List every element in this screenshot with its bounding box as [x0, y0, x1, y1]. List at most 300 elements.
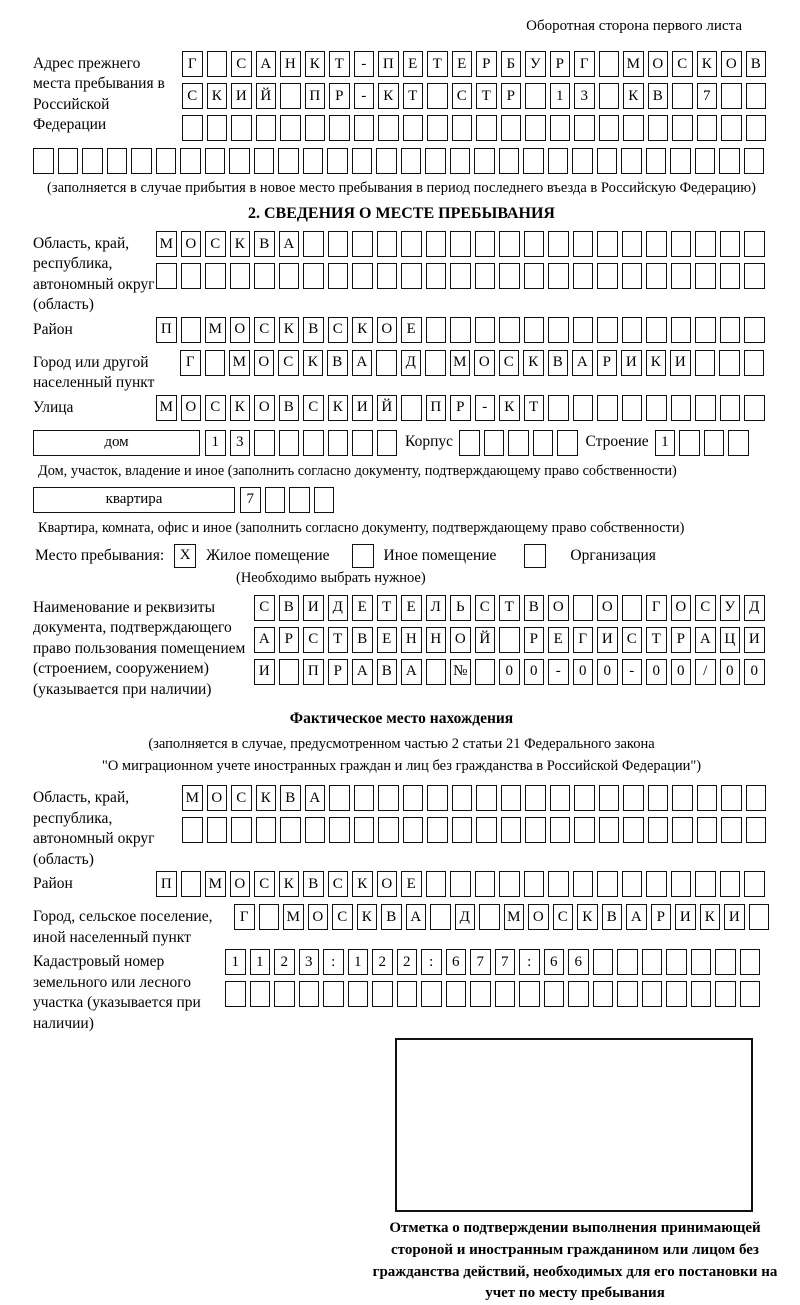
char-cell [279, 659, 300, 685]
char-cell [426, 231, 447, 257]
char-cell [501, 817, 522, 843]
char-cell: 6 [544, 949, 565, 975]
char-cell [648, 817, 669, 843]
prev-address-label: Адрес прежнего места пребывания в Российской Федерации [33, 55, 165, 134]
char-cell [352, 430, 373, 456]
char-cell [180, 148, 201, 174]
char-cell [720, 231, 741, 257]
char-cell: - [354, 51, 375, 77]
char-cell: К [230, 395, 251, 421]
char-cell [697, 115, 718, 141]
char-cell [744, 350, 765, 376]
char-cell [401, 263, 422, 289]
char-cell [303, 430, 324, 456]
char-cell: В [746, 51, 767, 77]
char-cell [617, 981, 638, 1007]
char-cell [427, 785, 448, 811]
char-cell [107, 148, 128, 174]
char-cell [254, 148, 275, 174]
char-cell [548, 231, 569, 257]
char-cell [421, 981, 442, 1007]
char-cell: М [504, 904, 525, 930]
char-cell: У [525, 51, 546, 77]
char-cell: О [648, 51, 669, 77]
char-cell [499, 263, 520, 289]
char-cell [403, 785, 424, 811]
char-cell [666, 949, 687, 975]
char-cell [328, 231, 349, 257]
district-label: Район [33, 320, 73, 338]
char-cell [450, 263, 471, 289]
char-cell [397, 981, 418, 1007]
char-cell: О [528, 904, 549, 930]
char-cell [574, 115, 595, 141]
char-cell [231, 817, 252, 843]
char-cell: Е [403, 51, 424, 77]
char-cell: 2 [397, 949, 418, 975]
char-cell [426, 263, 447, 289]
char-cell: Е [452, 51, 473, 77]
char-cell [593, 981, 614, 1007]
char-cell: 0 [524, 659, 545, 685]
char-cell: А [626, 904, 647, 930]
char-cell: Р [501, 83, 522, 109]
city-block [33, 350, 770, 394]
char-cell: В [648, 83, 669, 109]
char-cell [548, 871, 569, 897]
char-cell [450, 148, 471, 174]
char-row [459, 430, 578, 456]
char-cell [450, 317, 471, 343]
char-cell: Е [401, 871, 422, 897]
char-cell: Р [550, 51, 571, 77]
char-cell [557, 430, 578, 456]
char-cell: В [524, 595, 545, 621]
char-cell: П [378, 51, 399, 77]
char-cell [205, 148, 226, 174]
char-cell: К [256, 785, 277, 811]
char-cell [523, 148, 544, 174]
char-cell [58, 148, 79, 174]
char-cell [33, 148, 54, 174]
char-cell [671, 395, 692, 421]
char-cell: - [475, 395, 496, 421]
char-cell [749, 904, 770, 930]
char-cell: И [254, 659, 275, 685]
char-cell [427, 83, 448, 109]
prev-address-note: (заполняется в случае прибытия в новое место пребывания в период последнего въезда в Российскую Федерацию) [47, 180, 756, 196]
char-cell: Р [671, 627, 692, 653]
char-cell [597, 148, 618, 174]
char-cell [524, 871, 545, 897]
char-cell [303, 148, 324, 174]
char-cell: Т [646, 627, 667, 653]
char-cell: О [181, 395, 202, 421]
char-cell: Г [180, 350, 201, 376]
char-cell: И [744, 627, 765, 653]
char-cell [622, 317, 643, 343]
char-cell: И [724, 904, 745, 930]
char-cell [597, 871, 618, 897]
char-cell [622, 263, 643, 289]
char-cell: М [156, 231, 177, 257]
char-cell: А [279, 231, 300, 257]
char-cell: Е [548, 627, 569, 653]
char-cell: К [577, 904, 598, 930]
char-cell [378, 115, 399, 141]
char-cell [573, 395, 594, 421]
char-cell [303, 263, 324, 289]
char-row [156, 871, 765, 897]
checkbox-residential: X [174, 544, 196, 568]
char-cell [376, 350, 397, 376]
char-cell [695, 148, 716, 174]
char-cell: С [452, 83, 473, 109]
char-cell: В [279, 395, 300, 421]
char-cell: О [474, 350, 495, 376]
char-cell [470, 981, 491, 1007]
char-cell [573, 595, 594, 621]
char-cell [695, 317, 716, 343]
char-cell [666, 981, 687, 1007]
char-cell [329, 785, 350, 811]
char-cell: / [695, 659, 716, 685]
house-box-label: дом [33, 430, 200, 456]
char-cell: Р [476, 51, 497, 77]
char-cell [672, 817, 693, 843]
char-cell: М [283, 904, 304, 930]
char-cell: 0 [573, 659, 594, 685]
char-cell: 0 [499, 659, 520, 685]
char-cell [425, 350, 446, 376]
char-cell: О [308, 904, 329, 930]
char-cell: 6 [446, 949, 467, 975]
cadastre-block [33, 949, 770, 1034]
char-cell: 1 [225, 949, 246, 975]
char-cell: Ц [720, 627, 741, 653]
char-cell [548, 317, 569, 343]
char-cell: С [622, 627, 643, 653]
char-cell [254, 430, 275, 456]
char-cell [728, 430, 749, 456]
char-cell: А [256, 51, 277, 77]
actual-city-label: Город, сельское поселение, иной населенный пункт [33, 908, 213, 946]
char-cell: Д [401, 350, 422, 376]
char-cell: Г [234, 904, 255, 930]
char-cell: Е [352, 595, 373, 621]
char-cell [646, 395, 667, 421]
char-cell: Т [403, 83, 424, 109]
char-cell: С [553, 904, 574, 930]
actual-location-title: Фактическое место нахождения [289, 709, 514, 727]
char-cell [475, 231, 496, 257]
char-cell: П [305, 83, 326, 109]
char-cell [719, 350, 740, 376]
char-cell: Е [401, 317, 422, 343]
section2-title: 2. СВЕДЕНИЯ О МЕСТЕ ПРЕБЫВАНИЯ [248, 205, 555, 222]
house-row [33, 430, 770, 462]
char-cell [259, 904, 280, 930]
char-cell: Д [455, 904, 476, 930]
char-cell: О [377, 871, 398, 897]
char-cell [377, 231, 398, 257]
char-cell [450, 231, 471, 257]
char-cell [475, 871, 496, 897]
char-cell: 3 [299, 949, 320, 975]
prev-address-rows [182, 51, 766, 147]
option-organization-label: Организация [570, 546, 656, 564]
char-cell: Т [377, 595, 398, 621]
char-cell: П [156, 871, 177, 897]
char-cell [519, 981, 540, 1007]
char-cell: С [231, 51, 252, 77]
char-cell [642, 949, 663, 975]
char-cell: Д [328, 595, 349, 621]
char-cell [372, 981, 393, 1007]
char-cell [648, 785, 669, 811]
char-cell: К [499, 395, 520, 421]
street-label: Улица [33, 398, 74, 416]
char-cell [377, 430, 398, 456]
char-cell: № [450, 659, 471, 685]
char-cell [550, 115, 571, 141]
char-cell: Й [256, 83, 277, 109]
char-cell [499, 627, 520, 653]
char-cell [621, 148, 642, 174]
char-cell [207, 51, 228, 77]
actual-location-note-line2: "О миграционном учете иностранных граждан и лиц без гражданства в Российской Федерации") [101, 757, 702, 774]
stroenie-label: Строение [585, 432, 649, 450]
char-cell [314, 487, 335, 513]
char-cell [695, 871, 716, 897]
house-note: Дом, участок, владение и иное (заполнить согласно документу, подтверждающему право собственности) [38, 462, 677, 479]
char-cell [548, 395, 569, 421]
char-cell: 7 [470, 949, 491, 975]
apartment-box-label: квартира [33, 487, 235, 513]
char-cell: 0 [720, 659, 741, 685]
char-cell [476, 115, 497, 141]
char-cell: О [671, 595, 692, 621]
char-cell [403, 115, 424, 141]
char-cell: М [623, 51, 644, 77]
char-cell: Т [499, 595, 520, 621]
char-cell: 1 [250, 949, 271, 975]
char-cell [568, 981, 589, 1007]
char-cell [352, 148, 373, 174]
char-cell: О [230, 871, 251, 897]
char-cell [599, 83, 620, 109]
char-cell [646, 263, 667, 289]
char-cell: К [279, 317, 300, 343]
char-cell: : [519, 949, 540, 975]
checkbox-other-premises [352, 544, 374, 568]
char-cell: Р [597, 350, 618, 376]
char-cell [740, 981, 761, 1007]
char-cell: И [231, 83, 252, 109]
actual-district-block [33, 871, 770, 903]
char-row [180, 350, 764, 376]
char-cell [327, 148, 348, 174]
char-cell: О [207, 785, 228, 811]
char-cell [524, 263, 545, 289]
char-cell: П [156, 317, 177, 343]
actual-region-label: Область, край, республика, автономный округ (область) [33, 789, 155, 868]
char-cell [305, 115, 326, 141]
char-cell [225, 981, 246, 1007]
char-cell [256, 817, 277, 843]
char-cell [672, 785, 693, 811]
char-cell [499, 148, 520, 174]
char-cell: Й [475, 627, 496, 653]
char-cell [720, 317, 741, 343]
char-cell [82, 148, 103, 174]
char-cell [646, 148, 667, 174]
option-residential-label: Жилое помещение [206, 546, 330, 564]
char-row [182, 51, 766, 77]
char-cell: В [602, 904, 623, 930]
char-cell [648, 115, 669, 141]
char-cell: М [205, 871, 226, 897]
char-cell [289, 487, 310, 513]
char-cell [354, 115, 375, 141]
char-cell [484, 430, 505, 456]
char-cell [427, 817, 448, 843]
stamp-caption: Отметка о подтверждении выполнения принимающей стороной и иностранным гражданином или лицом без гражданства действий, необходимых для его постановки на учет по месту пребывания [372, 1220, 778, 1302]
char-cell [740, 949, 761, 975]
prev-address-block [33, 51, 770, 147]
char-cell [229, 148, 250, 174]
char-cell: В [303, 317, 324, 343]
char-cell: 7 [697, 83, 718, 109]
char-cell [426, 871, 447, 897]
char-cell [475, 317, 496, 343]
char-cell [671, 231, 692, 257]
char-cell: К [305, 51, 326, 77]
char-cell: С [205, 395, 226, 421]
char-cell: В [352, 627, 373, 653]
char-cell: С [328, 871, 349, 897]
char-cell: В [327, 350, 348, 376]
char-cell [573, 231, 594, 257]
char-cell [265, 487, 286, 513]
char-cell: Д [744, 595, 765, 621]
document-block [33, 595, 770, 700]
char-cell [704, 430, 725, 456]
char-cell [622, 395, 643, 421]
char-cell: Р [328, 659, 349, 685]
char-row [225, 949, 760, 975]
char-cell: 7 [240, 487, 261, 513]
char-cell [181, 317, 202, 343]
char-cell [697, 817, 718, 843]
char-cell: И [597, 627, 618, 653]
char-cell [352, 231, 373, 257]
char-cell [573, 317, 594, 343]
char-cell: - [622, 659, 643, 685]
char-cell: И [621, 350, 642, 376]
char-cell: И [352, 395, 373, 421]
char-cell [721, 83, 742, 109]
char-cell: Й [377, 395, 398, 421]
district-block [33, 317, 770, 349]
char-cell: 7 [495, 949, 516, 975]
char-cell [744, 871, 765, 897]
char-cell [475, 263, 496, 289]
char-cell: 0 [597, 659, 618, 685]
char-cell: А [352, 659, 373, 685]
char-cell [573, 871, 594, 897]
char-cell [354, 785, 375, 811]
char-cell [508, 430, 529, 456]
char-cell: 2 [274, 949, 295, 975]
char-cell: С [205, 231, 226, 257]
char-cell [646, 871, 667, 897]
char-cell [719, 148, 740, 174]
char-cell [671, 317, 692, 343]
char-cell: П [426, 395, 447, 421]
char-cell: М [229, 350, 250, 376]
char-cell [499, 871, 520, 897]
char-cell [695, 263, 716, 289]
char-cell [329, 115, 350, 141]
korpus-label: Корпус [405, 432, 453, 450]
char-cell: А [254, 627, 275, 653]
char-cell: С [254, 871, 275, 897]
char-cell [548, 148, 569, 174]
char-row [156, 231, 765, 257]
char-cell: К [523, 350, 544, 376]
char-cell [744, 317, 765, 343]
char-cell: К [646, 350, 667, 376]
char-cell: О [181, 231, 202, 257]
char-cell: О [597, 595, 618, 621]
char-cell [430, 904, 451, 930]
char-cell: 3 [230, 430, 251, 456]
char-row [182, 115, 766, 141]
char-cell [746, 785, 767, 811]
char-cell [573, 263, 594, 289]
char-cell [691, 949, 712, 975]
char-cell: А [352, 350, 373, 376]
page-header-note: Оборотная сторона первого листа [526, 18, 742, 34]
char-cell [697, 785, 718, 811]
char-cell [642, 981, 663, 1007]
char-cell: К [207, 83, 228, 109]
char-cell [280, 817, 301, 843]
char-cell: К [700, 904, 721, 930]
char-cell [525, 785, 546, 811]
char-cell [205, 263, 226, 289]
char-cell: О [721, 51, 742, 77]
char-row [182, 83, 766, 109]
city-label: Город или другой населенный пункт [33, 353, 155, 392]
char-cell [377, 263, 398, 289]
char-cell [376, 148, 397, 174]
char-cell [597, 317, 618, 343]
char-row [254, 627, 765, 653]
char-cell [499, 231, 520, 257]
char-cell [354, 817, 375, 843]
char-cell: Р [329, 83, 350, 109]
char-cell: Г [573, 627, 594, 653]
char-cell: Т [524, 395, 545, 421]
char-cell [182, 115, 203, 141]
char-cell [574, 817, 595, 843]
char-cell [597, 395, 618, 421]
char-cell [501, 785, 522, 811]
actual-location-note-line1: (заполняется в случае, предусмотренном частью 2 статьи 21 Федерального закона [148, 735, 655, 752]
char-cell [574, 785, 595, 811]
